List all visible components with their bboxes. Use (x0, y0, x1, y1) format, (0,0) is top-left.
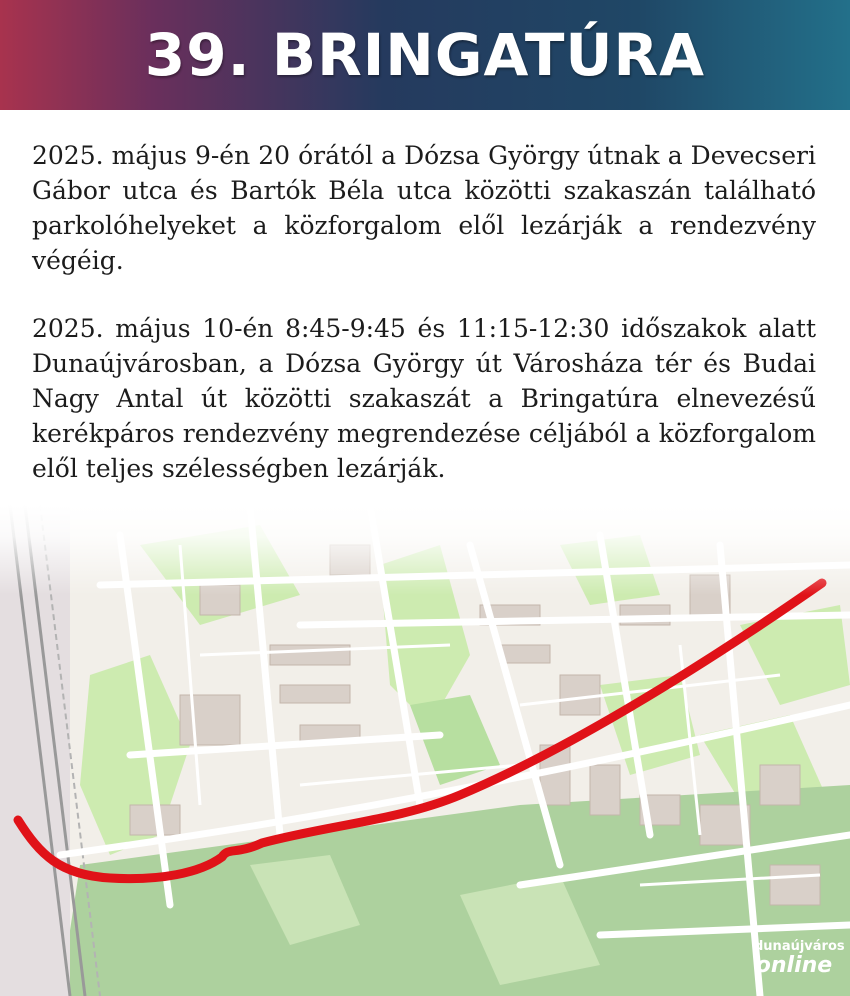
announcement-paragraph-2: 2025. május 10-én 8:45-9:45 és 11:15-12:30 időszakok alatt Dunaújvárosban, a Dózsa György út Városháza tér és Budai Nagy Antal út közötti szakaszát a Bringatúra elnevezésű kerékpáros rendezvény megrendezése céljából a közforgalom elől teljes szélességben lezárják. (32, 314, 816, 483)
route-map[interactable] (0, 505, 850, 996)
logo-line-1: dunaújváros (754, 939, 845, 954)
title-banner (0, 0, 850, 110)
map-canvas[interactable] (0, 505, 850, 996)
logo-line-2: online (755, 953, 833, 978)
announcement-paragraph-1: 2025. május 9-én 20 órától a Dózsa György útnak a Devecseri Gábor utca és Bartók Béla utca közötti szakaszán található parkolóhelyeket a közforgalom elől lezárják a rendezvény végéig. (32, 141, 816, 275)
announcement-text (32, 138, 816, 519)
site-logo (754, 939, 845, 978)
page-title: 39. BRINGATÚRA (144, 21, 706, 89)
